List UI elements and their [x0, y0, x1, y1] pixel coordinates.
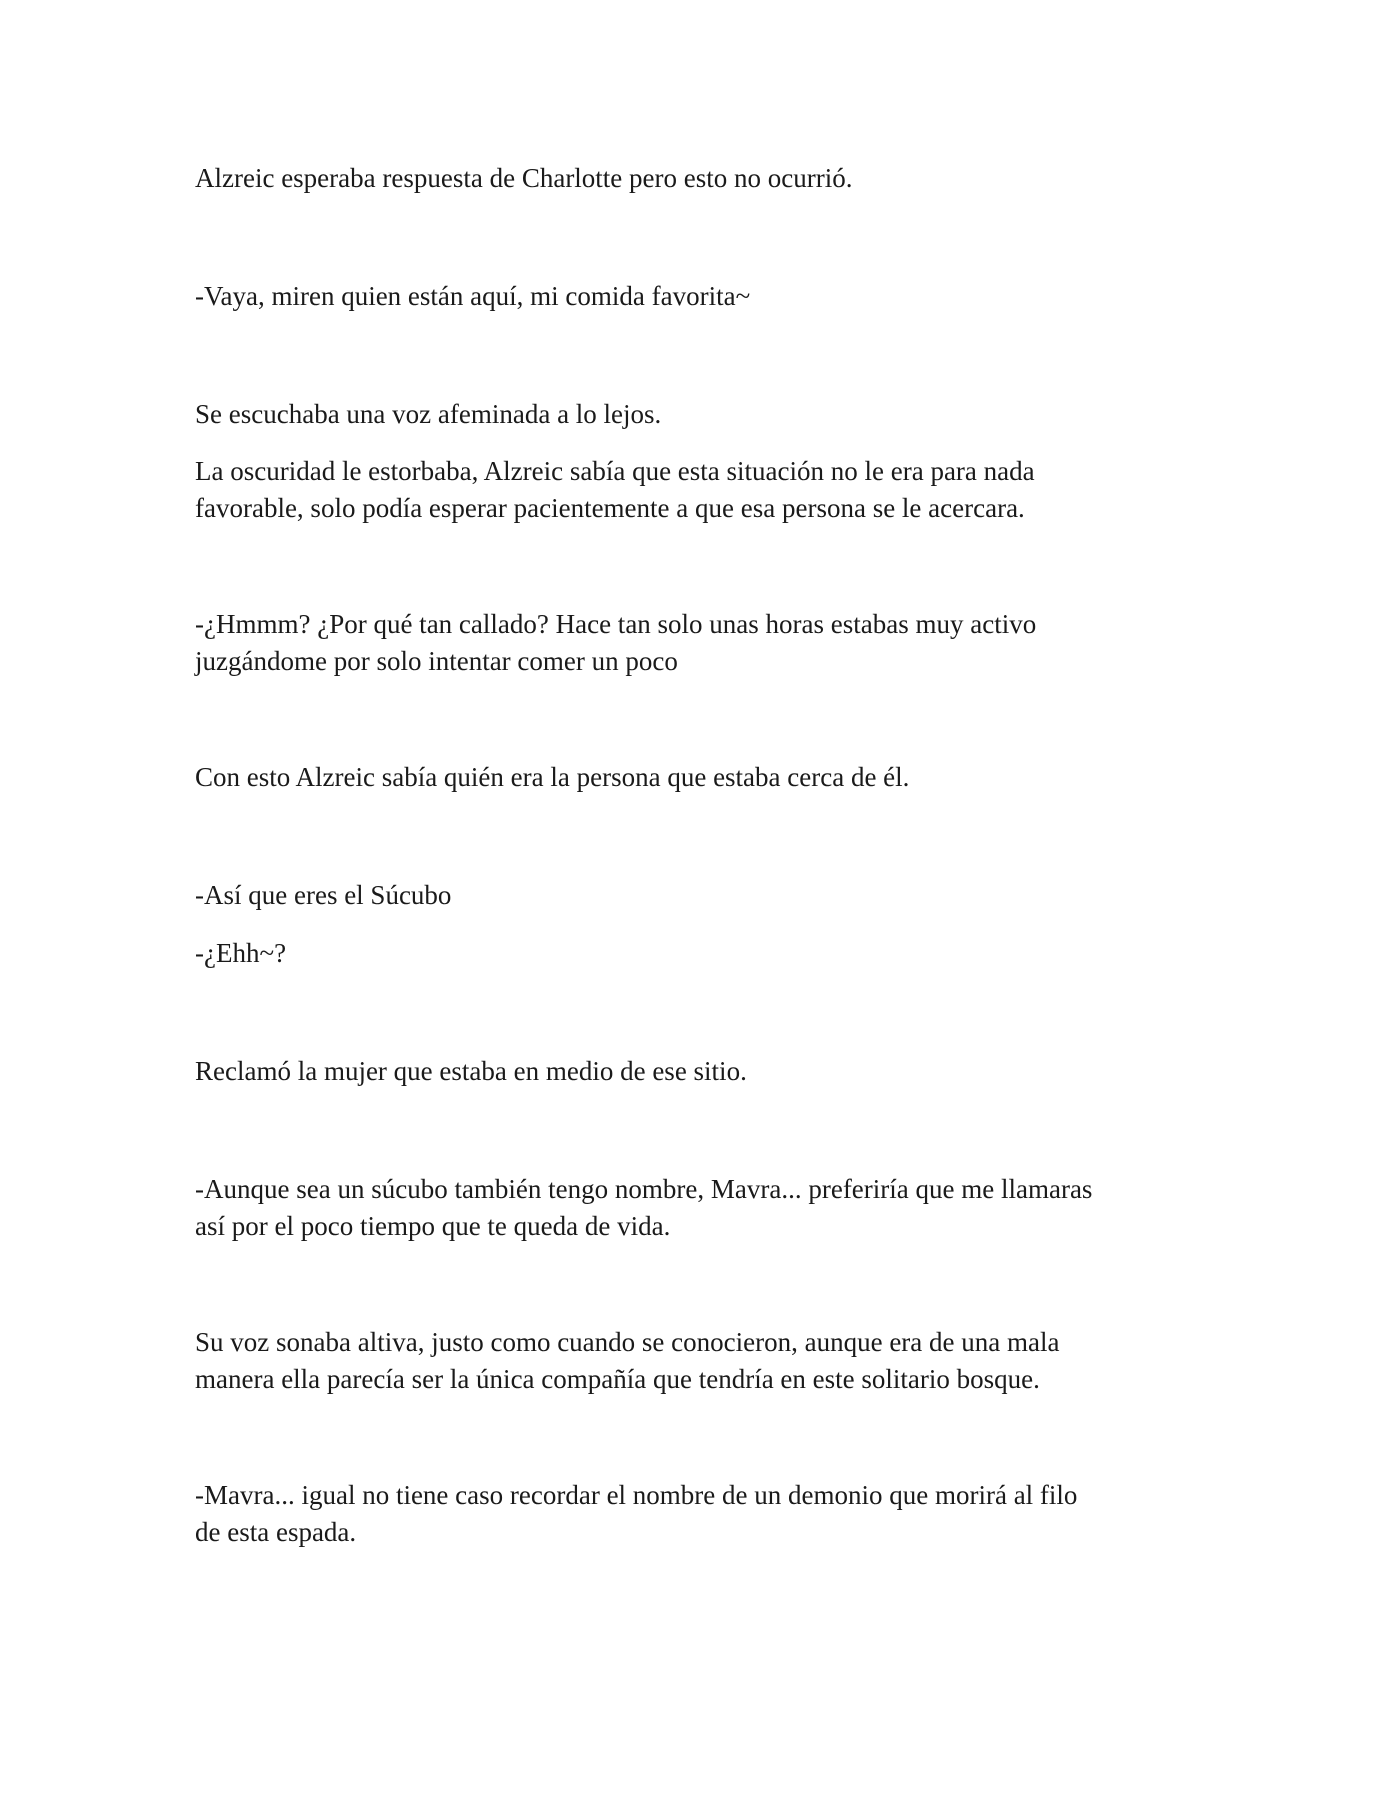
text-line: -¿Hmmm? ¿Por qué tan callado? Hace tan solo unas horas estabas muy activo [195, 609, 1037, 639]
text-line: favorable, solo podía esperar pacientemente a que esa persona se le acercara. [195, 493, 1025, 523]
text-line: -Mavra... igual no tiene caso recordar el nombre de un demonio que morirá al filo [195, 1480, 1078, 1510]
text-line: -Aunque sea un súcubo también tengo nombre, Mavra... preferiría que me llamaras [195, 1174, 1093, 1204]
paragraph-dialogue [195, 606, 1225, 680]
paragraph-dialogue [195, 278, 1225, 315]
text-line: Su voz sonaba altiva, justo como cuando se conocieron, aunque era de una mala [195, 1327, 1060, 1357]
text-line: Se escuchaba una voz afeminada a lo lejos. [195, 399, 662, 429]
text-line: -Así que eres el Súcubo [195, 880, 452, 910]
text-line: Reclamó la mujer que estaba en medio de ese sitio. [195, 1056, 747, 1086]
text-line: manera ella parecía ser la única compañía que tendría en este solitario bosque. [195, 1364, 1040, 1394]
paragraph-dialogue [195, 935, 1225, 972]
paragraph-narration [195, 1053, 1225, 1090]
paragraph-dialogue [195, 1171, 1225, 1245]
text-line: de esta espada. [195, 1517, 357, 1547]
text-line: Con esto Alzreic sabía quién era la persona que estaba cerca de él. [195, 762, 910, 792]
text-line: juzgándome por solo intentar comer un poco [195, 646, 678, 676]
paragraph-dialogue [195, 1477, 1225, 1551]
paragraph-narration [195, 396, 1225, 433]
text-line: La oscuridad le estorbaba, Alzreic sabía que esta situación no le era para nada [195, 456, 1035, 486]
paragraph-narration [195, 759, 1225, 796]
paragraph-narration [195, 453, 1225, 527]
text-line: -¿Ehh~? [195, 938, 287, 968]
paragraph-dialogue [195, 877, 1225, 914]
paragraph-narration [195, 160, 1225, 197]
text-line: -Vaya, miren quien están aquí, mi comida favorita~ [195, 281, 751, 311]
text-line: así por el poco tiempo que te queda de vida. [195, 1211, 671, 1241]
text-line: Alzreic esperaba respuesta de Charlotte pero esto no ocurrió. [195, 163, 853, 193]
paragraph-narration [195, 1324, 1225, 1398]
